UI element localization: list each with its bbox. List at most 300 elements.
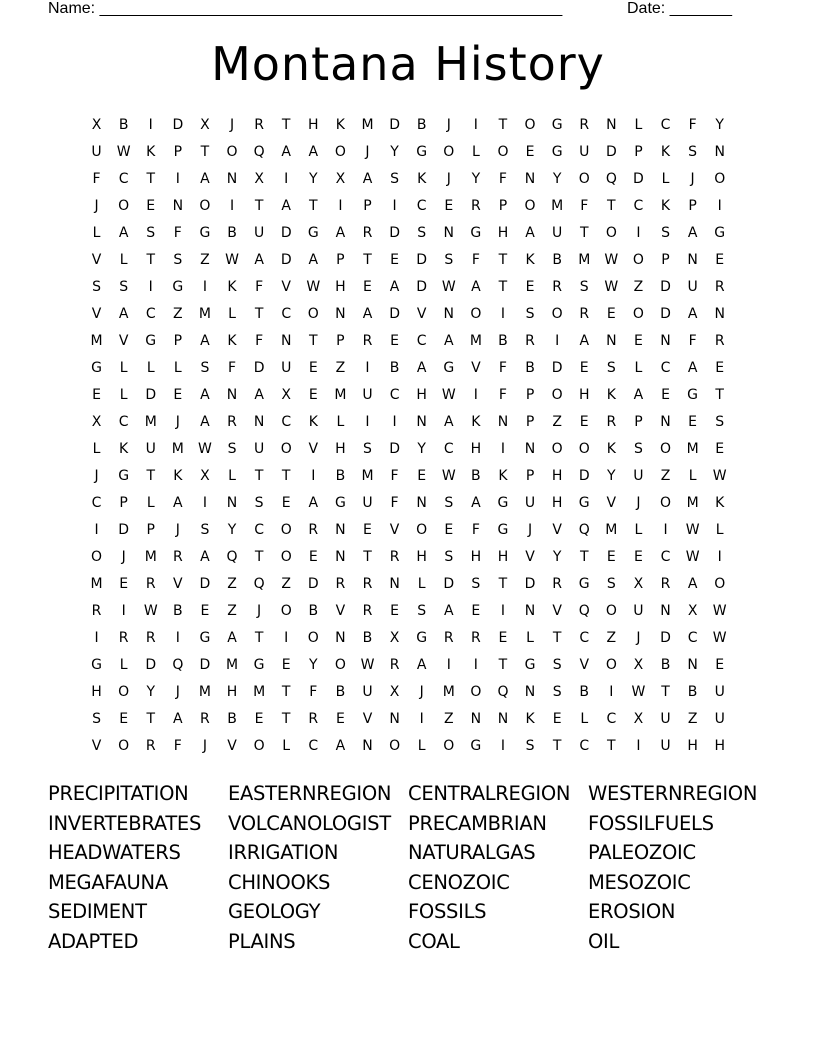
grid-letter[interactable]: S <box>444 549 454 565</box>
grid-letter[interactable]: Y <box>552 171 562 187</box>
grid-letter[interactable]: E <box>633 549 643 565</box>
grid-letter[interactable]: I <box>636 225 641 241</box>
grid-letter[interactable]: A <box>227 630 237 646</box>
grid-letter[interactable]: O <box>578 441 590 457</box>
grid-letter[interactable]: E <box>579 414 589 430</box>
grid-letter[interactable]: M <box>253 684 266 700</box>
grid-letter[interactable]: E <box>173 387 183 403</box>
grid-letter[interactable]: Q <box>605 171 617 187</box>
grid-letter[interactable]: L <box>336 414 345 430</box>
grid-letter[interactable]: P <box>688 198 697 214</box>
grid-letter[interactable]: M <box>469 333 482 349</box>
grid-letter[interactable]: M <box>361 468 374 484</box>
grid-letter[interactable]: O <box>280 603 292 619</box>
grid-letter[interactable]: I <box>663 522 668 538</box>
grid-letter[interactable]: E <box>444 198 454 214</box>
grid-letter[interactable]: X <box>687 603 698 619</box>
grid-letter[interactable]: Y <box>227 522 237 538</box>
grid-letter[interactable]: Q <box>578 603 590 619</box>
grid-letter[interactable]: M <box>334 387 347 403</box>
grid-letter[interactable]: N <box>606 117 617 133</box>
grid-letter[interactable]: T <box>146 468 156 484</box>
grid-letter[interactable]: W <box>604 252 619 268</box>
grid-letter[interactable]: O <box>118 738 130 754</box>
grid-letter[interactable]: L <box>634 522 643 538</box>
grid-letter[interactable]: S <box>688 144 698 160</box>
grid-letter[interactable]: O <box>605 225 617 241</box>
grid-letter[interactable]: L <box>92 441 101 457</box>
grid-letter[interactable]: Z <box>227 576 237 592</box>
grid-letter[interactable]: E <box>715 441 725 457</box>
grid-letter[interactable]: X <box>91 117 102 133</box>
grid-letter[interactable]: T <box>498 252 508 268</box>
grid-letter[interactable]: D <box>416 279 428 295</box>
grid-letter[interactable]: H <box>226 684 238 700</box>
grid-letter[interactable]: G <box>199 630 211 646</box>
grid-letter[interactable]: N <box>687 252 698 268</box>
grid-letter[interactable]: E <box>688 414 698 430</box>
grid-letter[interactable]: D <box>389 117 400 133</box>
grid-letter[interactable]: R <box>172 549 183 565</box>
grid-letter[interactable]: C <box>660 117 671 133</box>
grid-letter[interactable]: T <box>309 333 318 349</box>
grid-letter[interactable]: V <box>308 441 319 457</box>
grid-letter[interactable]: U <box>362 684 373 700</box>
grid-letter[interactable]: M <box>578 252 591 268</box>
grid-letter[interactable]: I <box>500 441 506 457</box>
grid-letter[interactable]: Y <box>471 171 481 187</box>
grid-letter[interactable]: R <box>389 657 400 673</box>
grid-letter[interactable]: U <box>145 441 156 457</box>
grid-letter[interactable]: H <box>551 468 563 484</box>
grid-letter[interactable]: S <box>552 657 562 673</box>
grid-letter[interactable]: D <box>253 360 265 376</box>
grid-letter[interactable]: S <box>417 225 427 241</box>
grid-letter[interactable]: N <box>687 657 698 673</box>
grid-letter[interactable]: T <box>254 549 264 565</box>
grid-letter[interactable]: H <box>578 387 590 403</box>
grid-letter[interactable]: P <box>173 144 183 160</box>
grid-letter[interactable]: A <box>200 549 210 565</box>
grid-letter[interactable]: R <box>525 333 535 349</box>
grid-letter[interactable]: O <box>605 657 617 673</box>
grid-letter[interactable]: M <box>225 657 239 673</box>
grid-letter[interactable]: V <box>335 603 346 619</box>
grid-letter[interactable]: V <box>281 279 291 295</box>
grid-letter[interactable]: E <box>525 279 535 295</box>
grid-letter[interactable]: E <box>498 630 508 646</box>
grid-letter[interactable]: R <box>362 576 373 592</box>
grid-letter[interactable]: E <box>363 522 372 538</box>
grid-letter[interactable]: D <box>389 306 400 322</box>
grid-letter[interactable]: S <box>633 441 643 457</box>
grid-letter[interactable]: X <box>281 387 291 403</box>
grid-letter[interactable]: N <box>335 549 346 565</box>
grid-letter[interactable]: G <box>91 360 102 376</box>
grid-letter[interactable]: I <box>148 117 153 133</box>
grid-letter[interactable]: O <box>280 441 292 457</box>
grid-letter[interactable]: T <box>254 306 264 322</box>
grid-letter[interactable]: R <box>714 333 725 349</box>
grid-letter[interactable]: S <box>200 360 210 376</box>
grid-letter[interactable]: A <box>471 495 481 511</box>
grid-letter[interactable]: C <box>579 630 590 646</box>
grid-letter[interactable]: I <box>94 522 99 538</box>
grid-letter[interactable]: H <box>335 441 346 457</box>
grid-letter[interactable]: O <box>605 603 617 619</box>
grid-letter[interactable]: B <box>227 225 237 241</box>
grid-letter[interactable]: C <box>118 414 129 430</box>
grid-letter[interactable]: A <box>200 333 210 349</box>
grid-letter[interactable]: X <box>91 414 102 430</box>
grid-letter[interactable]: O <box>280 522 292 538</box>
grid-letter[interactable]: O <box>199 198 211 214</box>
grid-letter[interactable]: N <box>226 495 238 511</box>
grid-letter[interactable]: Z <box>606 630 617 646</box>
grid-letter[interactable]: M <box>198 306 211 322</box>
grid-letter[interactable]: A <box>308 252 319 268</box>
grid-letter[interactable]: R <box>470 630 481 646</box>
grid-letter[interactable]: D <box>389 441 400 457</box>
grid-letter[interactable]: A <box>687 576 698 592</box>
grid-letter[interactable]: C <box>389 387 400 403</box>
grid-letter[interactable]: J <box>446 171 451 187</box>
grid-letter[interactable]: A <box>416 657 427 673</box>
grid-letter[interactable]: C <box>443 441 454 457</box>
grid-letter[interactable]: J <box>527 522 533 538</box>
grid-letter[interactable]: S <box>444 495 454 511</box>
grid-letter[interactable]: K <box>417 171 427 187</box>
grid-letter[interactable]: C <box>660 360 671 376</box>
grid-letter[interactable]: F <box>498 387 507 403</box>
grid-letter[interactable]: D <box>307 576 319 592</box>
grid-letter[interactable]: V <box>579 657 590 673</box>
grid-letter[interactable]: H <box>687 738 698 754</box>
grid-letter[interactable]: A <box>118 225 129 241</box>
grid-letter[interactable]: U <box>714 684 725 700</box>
grid-letter[interactable]: L <box>119 657 128 673</box>
grid-letter[interactable]: D <box>389 225 400 241</box>
grid-letter[interactable]: O <box>524 117 536 133</box>
grid-letter[interactable]: E <box>281 657 291 673</box>
grid-letter[interactable]: D <box>660 279 671 295</box>
grid-letter[interactable]: L <box>173 360 182 376</box>
grid-letter[interactable]: U <box>660 711 671 727</box>
grid-letter[interactable]: N <box>497 414 509 430</box>
grid-letter[interactable]: T <box>498 117 508 133</box>
grid-letter[interactable]: E <box>390 603 399 619</box>
grid-letter[interactable]: Z <box>633 279 644 295</box>
grid-letter[interactable]: E <box>715 657 725 673</box>
grid-letter[interactable]: S <box>92 279 101 295</box>
grid-letter[interactable]: S <box>715 414 725 430</box>
grid-letter[interactable]: N <box>335 522 346 538</box>
grid-letter[interactable]: N <box>470 711 482 727</box>
grid-letter[interactable]: G <box>714 225 726 241</box>
grid-letter[interactable]: Y <box>607 468 616 484</box>
grid-letter[interactable]: A <box>579 333 590 349</box>
grid-letter[interactable]: J <box>175 522 180 538</box>
grid-letter[interactable]: N <box>524 603 536 619</box>
grid-letter[interactable]: R <box>470 198 481 214</box>
grid-letter[interactable]: W <box>143 603 158 619</box>
grid-letter[interactable]: D <box>551 360 563 376</box>
grid-letter[interactable]: W <box>712 603 727 619</box>
grid-letter[interactable]: Z <box>443 711 454 727</box>
grid-letter[interactable]: S <box>525 306 535 322</box>
grid-letter[interactable]: C <box>91 495 102 511</box>
grid-letter[interactable]: T <box>579 225 589 241</box>
grid-letter[interactable]: F <box>471 252 480 268</box>
grid-letter[interactable]: B <box>173 603 183 619</box>
grid-letter[interactable]: T <box>281 684 291 700</box>
grid-letter[interactable]: J <box>121 549 126 565</box>
grid-letter[interactable]: G <box>551 144 563 160</box>
grid-letter[interactable]: B <box>660 657 671 673</box>
grid-letter[interactable]: Y <box>552 549 562 565</box>
grid-letter[interactable]: Y <box>715 117 724 133</box>
grid-letter[interactable]: T <box>715 387 724 403</box>
grid-letter[interactable]: D <box>118 522 130 538</box>
grid-letter[interactable]: G <box>578 576 590 592</box>
grid-letter[interactable]: C <box>416 333 427 349</box>
grid-letter[interactable]: O <box>632 306 644 322</box>
grid-letter[interactable]: F <box>255 333 264 349</box>
grid-letter[interactable]: W <box>604 279 619 295</box>
grid-letter[interactable]: X <box>335 171 346 187</box>
grid-letter[interactable]: C <box>416 198 427 214</box>
grid-letter[interactable]: R <box>254 117 264 133</box>
grid-letter[interactable]: J <box>419 684 424 700</box>
grid-letter[interactable]: V <box>471 360 481 376</box>
grid-letter[interactable]: P <box>119 495 128 511</box>
grid-letter[interactable]: P <box>525 387 535 403</box>
grid-letter[interactable]: I <box>392 198 397 214</box>
grid-letter[interactable]: W <box>441 279 456 295</box>
grid-letter[interactable]: L <box>228 306 236 322</box>
grid-letter[interactable]: A <box>471 279 481 295</box>
grid-letter[interactable]: A <box>389 279 400 295</box>
grid-letter[interactable]: S <box>417 603 427 619</box>
grid-letter[interactable]: V <box>416 306 427 322</box>
grid-letter[interactable]: D <box>524 576 536 592</box>
grid-letter[interactable]: R <box>145 576 156 592</box>
grid-letter[interactable]: S <box>200 522 210 538</box>
grid-letter[interactable]: M <box>686 441 699 457</box>
grid-letter[interactable]: E <box>281 495 291 511</box>
grid-letter[interactable]: U <box>253 441 265 457</box>
grid-letter[interactable]: N <box>660 414 671 430</box>
grid-letter[interactable]: N <box>389 576 400 592</box>
grid-letter[interactable]: G <box>118 468 130 484</box>
grid-letter[interactable]: R <box>362 225 373 241</box>
grid-letter[interactable]: W <box>712 630 727 646</box>
grid-letter[interactable]: S <box>471 576 481 592</box>
grid-letter[interactable]: E <box>552 711 562 727</box>
grid-letter[interactable]: A <box>443 333 454 349</box>
grid-letter[interactable]: P <box>146 522 155 538</box>
grid-letter[interactable]: A <box>173 711 183 727</box>
grid-letter[interactable]: O <box>334 657 346 673</box>
grid-letter[interactable]: O <box>416 522 428 538</box>
grid-letter[interactable]: F <box>309 684 318 700</box>
grid-letter[interactable]: S <box>606 360 616 376</box>
grid-letter[interactable]: N <box>416 414 427 430</box>
grid-letter[interactable]: X <box>200 468 210 484</box>
grid-letter[interactable]: K <box>498 468 508 484</box>
grid-letter[interactable]: T <box>661 684 670 700</box>
grid-letter[interactable]: I <box>636 738 641 754</box>
grid-letter[interactable]: A <box>687 225 698 241</box>
grid-letter[interactable]: A <box>687 360 698 376</box>
grid-letter[interactable]: E <box>92 387 101 403</box>
grid-letter[interactable]: K <box>525 252 535 268</box>
grid-letter[interactable]: T <box>146 711 156 727</box>
grid-letter[interactable]: B <box>308 603 319 619</box>
grid-letter[interactable]: N <box>335 306 346 322</box>
grid-letter[interactable]: J <box>94 198 99 214</box>
grid-letter[interactable]: S <box>579 279 589 295</box>
grid-letter[interactable]: E <box>308 549 318 565</box>
grid-letter[interactable]: O <box>253 738 265 754</box>
grid-letter[interactable]: Q <box>226 549 238 565</box>
grid-letter[interactable]: J <box>257 603 262 619</box>
grid-letter[interactable]: K <box>715 495 725 511</box>
grid-letter[interactable]: C <box>281 414 292 430</box>
grid-letter[interactable]: O <box>660 441 672 457</box>
grid-letter[interactable]: C <box>633 198 644 214</box>
grid-letter[interactable]: U <box>552 225 563 241</box>
grid-letter[interactable]: T <box>607 738 616 754</box>
grid-letter[interactable]: J <box>94 468 99 484</box>
grid-letter[interactable]: N <box>253 414 265 430</box>
grid-letter[interactable]: F <box>688 333 697 349</box>
grid-letter[interactable]: H <box>497 549 509 565</box>
grid-letter[interactable]: V <box>606 495 617 511</box>
grid-letter[interactable]: S <box>661 225 670 241</box>
grid-letter[interactable]: T <box>552 738 562 754</box>
grid-letter[interactable]: J <box>175 414 180 430</box>
grid-letter[interactable]: Z <box>227 603 237 619</box>
grid-letter[interactable]: L <box>417 576 426 592</box>
grid-letter[interactable]: Q <box>497 684 509 700</box>
grid-letter[interactable]: E <box>146 198 156 214</box>
grid-letter[interactable]: L <box>282 738 291 754</box>
grid-letter[interactable]: K <box>227 333 237 349</box>
grid-letter[interactable]: E <box>633 333 643 349</box>
grid-letter[interactable]: B <box>389 360 400 376</box>
grid-letter[interactable]: Y <box>309 657 318 673</box>
grid-letter[interactable]: A <box>200 414 210 430</box>
grid-letter[interactable]: N <box>660 333 671 349</box>
grid-letter[interactable]: M <box>90 576 103 592</box>
grid-letter[interactable]: O <box>714 576 726 592</box>
grid-letter[interactable]: Q <box>172 657 184 673</box>
grid-letter[interactable]: E <box>606 549 616 565</box>
grid-letter[interactable]: S <box>606 576 616 592</box>
grid-letter[interactable]: A <box>335 738 346 754</box>
grid-letter[interactable]: P <box>336 252 345 268</box>
grid-letter[interactable]: J <box>365 144 370 160</box>
grid-letter[interactable]: G <box>470 225 482 241</box>
grid-letter[interactable]: C <box>308 738 319 754</box>
grid-letter[interactable]: U <box>633 603 644 619</box>
grid-letter[interactable]: E <box>119 576 129 592</box>
grid-letter[interactable]: J <box>636 630 641 646</box>
grid-letter[interactable]: E <box>444 522 454 538</box>
grid-letter[interactable]: I <box>175 171 180 187</box>
grid-letter[interactable]: K <box>119 441 129 457</box>
grid-letter[interactable]: R <box>91 603 102 619</box>
grid-letter[interactable]: N <box>280 333 292 349</box>
grid-letter[interactable]: V <box>91 252 102 268</box>
grid-letter[interactable]: N <box>362 738 373 754</box>
grid-letter[interactable]: O <box>91 549 103 565</box>
grid-letter[interactable]: L <box>688 468 697 484</box>
grid-letter[interactable]: A <box>173 495 183 511</box>
grid-letter[interactable]: V <box>118 333 129 349</box>
grid-letter[interactable]: T <box>607 198 616 214</box>
grid-letter[interactable]: K <box>525 711 535 727</box>
grid-letter[interactable]: P <box>525 414 535 430</box>
grid-letter[interactable]: P <box>525 468 535 484</box>
grid-letter[interactable]: K <box>660 198 671 214</box>
grid-letter[interactable]: B <box>687 684 698 700</box>
grid-letter[interactable]: T <box>281 711 291 727</box>
grid-letter[interactable]: N <box>443 306 454 322</box>
grid-letter[interactable]: X <box>633 576 644 592</box>
grid-letter[interactable]: L <box>417 738 426 754</box>
grid-letter[interactable]: U <box>362 387 373 403</box>
grid-letter[interactable]: Y <box>146 684 156 700</box>
grid-letter[interactable]: V <box>362 711 373 727</box>
grid-letter[interactable]: E <box>417 468 427 484</box>
grid-letter[interactable]: A <box>362 306 373 322</box>
grid-letter[interactable]: K <box>335 117 345 133</box>
grid-letter[interactable]: B <box>552 252 562 268</box>
grid-letter[interactable]: D <box>280 225 292 241</box>
grid-letter[interactable]: I <box>284 630 289 646</box>
grid-letter[interactable]: F <box>580 198 589 214</box>
grid-letter[interactable]: I <box>473 387 478 403</box>
grid-letter[interactable]: I <box>717 549 722 565</box>
grid-letter[interactable]: H <box>470 549 482 565</box>
grid-letter[interactable]: E <box>390 333 399 349</box>
grid-letter[interactable]: X <box>633 711 644 727</box>
grid-letter[interactable]: A <box>308 144 319 160</box>
grid-letter[interactable]: E <box>308 360 318 376</box>
grid-letter[interactable]: D <box>199 576 211 592</box>
grid-letter[interactable]: T <box>498 279 508 295</box>
grid-letter[interactable]: N <box>606 333 617 349</box>
grid-letter[interactable]: J <box>636 495 641 511</box>
grid-letter[interactable]: S <box>254 495 264 511</box>
grid-letter[interactable]: H <box>416 387 427 403</box>
grid-letter[interactable]: I <box>284 171 289 187</box>
grid-letter[interactable]: A <box>118 306 129 322</box>
grid-letter[interactable]: D <box>660 306 671 322</box>
grid-letter[interactable]: D <box>172 117 184 133</box>
grid-letter[interactable]: X <box>633 657 644 673</box>
grid-letter[interactable]: X <box>254 171 264 187</box>
grid-letter[interactable]: E <box>119 711 129 727</box>
grid-letter[interactable]: R <box>714 279 725 295</box>
grid-letter[interactable]: I <box>500 603 506 619</box>
grid-letter[interactable]: T <box>579 549 589 565</box>
grid-letter[interactable]: L <box>146 360 155 376</box>
grid-letter[interactable]: X <box>389 630 400 646</box>
grid-letter[interactable]: I <box>717 198 722 214</box>
